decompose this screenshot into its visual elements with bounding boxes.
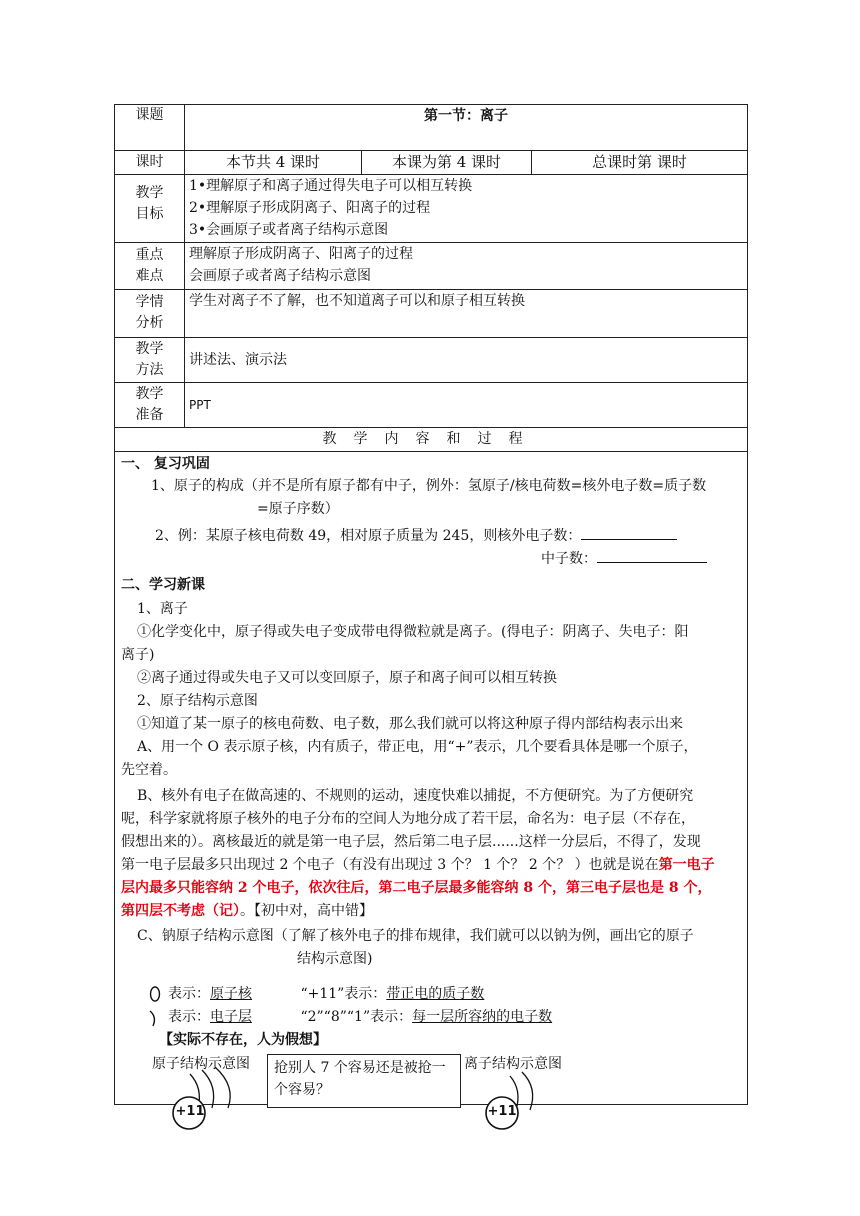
review-title: 一、 复习巩固 [121,456,210,472]
nucleus-charge-left: +11 [175,1104,205,1119]
a-line-1: A、用一个 O 表示原子核，内有质子，带正电，用“+”表示，几个要看具体是哪一个原子， [137,739,698,755]
review-line-1b: =原子序数） [257,501,339,517]
note-box: 抢别人 7 个容易还是被抢一个容易？ [267,1054,461,1108]
legend-line-2: 表示：电子层 “2”“8”“1”表示：每一层所容纳的电子数 [168,1009,553,1025]
period-label: 课时 [115,151,185,175]
b-line-5: 层内最多只能容纳 2 个电子，依次往后，第二电子层最多能容纳 8 个，第三电子层也是 8 个， [121,880,712,896]
section-title: 教学内容和过程 [115,428,748,452]
c-line-2: 结构示意图) [297,951,373,967]
nucleus-charge-right: +11 [487,1104,517,1119]
nucleus-symbol-icon [148,985,162,1003]
structure-title: 2、原子结构示意图 [137,693,258,709]
sodium-atom-diagram [168,1066,248,1136]
legend-note: 【实际不存在，人为假想】 [159,1032,327,1048]
analysis-text: 学生对离子不了解，也不知道离子可以和原子相互转换 [185,290,748,338]
review-line-2b: 中子数： [541,547,707,571]
period-cell [185,151,748,175]
review-line-2a: 2、例：某原子核电荷数 49，相对原子质量为 245，则核外电子数： [155,524,677,548]
analysis-label: 学情 分析 [115,290,185,338]
lesson-plan-table [114,104,748,1105]
atom-diagram-label: 原子结构示意图 [152,1056,250,1072]
content-cell [115,452,748,1105]
prep-text: PPT [185,383,748,428]
goals-list [185,175,748,243]
method-text: 讲述法、演示法 [185,338,748,383]
ion-line-2: ②离子通过得或失电子又可以变回原子，原子和离子间可以相互转换 [137,670,557,686]
b-line-2: 呢，科学家就将原子核外的电子分布的空间人为地分成了若干层，命名为：电子层（不存在， [121,811,695,827]
goals-label: 教学 目标 [115,175,185,243]
electron-shell-icon [202,1070,214,1108]
period-current: 本课为第 4 课时 [362,151,532,174]
structure-line-1: ①知道了某一原子的核电荷数、电子数，那么我们就可以将这种原子得内部结构表示出来 [137,716,683,732]
keypoints-label: 重点 难点 [115,243,185,290]
goal-item: 2•理解原子形成阴离子、阳离子的过程 [189,200,431,216]
new-lesson-title: 二、学习新课 [121,577,205,593]
goal-item: 3•会画原子或者离子结构示意图 [189,222,389,238]
prep-label: 教学 准备 [115,383,185,428]
keypoint-item: 会画原子或者离子结构示意图 [189,268,371,284]
a-line-2: 先空着。 [121,762,177,778]
method-label: 教学 方法 [115,338,185,383]
ion-line-1a: ①化学变化中，原子得或失电子变成带电得微粒就是离子。(得电子：阴离子、失电子：阳 [137,624,689,640]
goal-item: 1•理解原子和离子通过得失电子可以相互转换 [189,178,473,194]
ion-diagram-label: 离子结构示意图 [464,1056,562,1072]
keypoints-list [185,243,748,290]
topic-label: 课题 [115,105,185,151]
period-total: 本节共 4 课时 [185,151,362,174]
electron-shell-symbol-icon [147,1009,161,1027]
answer-blank[interactable] [597,547,707,563]
topic-title: 第一节：离子 [185,105,748,151]
b-line-4: 第一电子层最多只出现过 2 个电子（有没有出现过 3 个？ 1 个？ 2 个？ ）也就是说在第一电子 [121,857,715,873]
keypoint-item: 理解原子形成阴离子、阳离子的过程 [189,246,413,262]
ion-title: 1、离子 [137,601,188,617]
b-line-3: 假想出来的）。离核最近的就是第一电子层，然后第二电子层......这样一分层后，不得了，发现 [121,834,701,850]
electron-shell-icon [215,1067,230,1108]
answer-blank[interactable] [581,524,677,540]
b-line-6: 第四层不考虑（记）。【初中对，高中错】 [121,903,373,919]
ion-line-1b: 离子) [121,647,155,663]
electron-shell-icon [522,1072,533,1110]
period-overall: 总课时第 课时 [592,153,687,171]
legend-line-1: 表示：原子核 “+11”表示：带正电的质子数 [168,986,485,1002]
review-line-1a: 1、原子的构成（并不是所有原子都有中子，例外：氢原子/核电荷数=核外电子数=质子数 [151,478,707,494]
c-line-1: C、钠原子结构示意图（了解了核外电子的排布规律，我们就可以以钠为例，画出它的原子 [137,928,694,944]
b-line-1: B、核外有电子在做高速的、不规则的运动，速度快难以捕捉，不方便研究。为了方便研究 [137,788,694,804]
